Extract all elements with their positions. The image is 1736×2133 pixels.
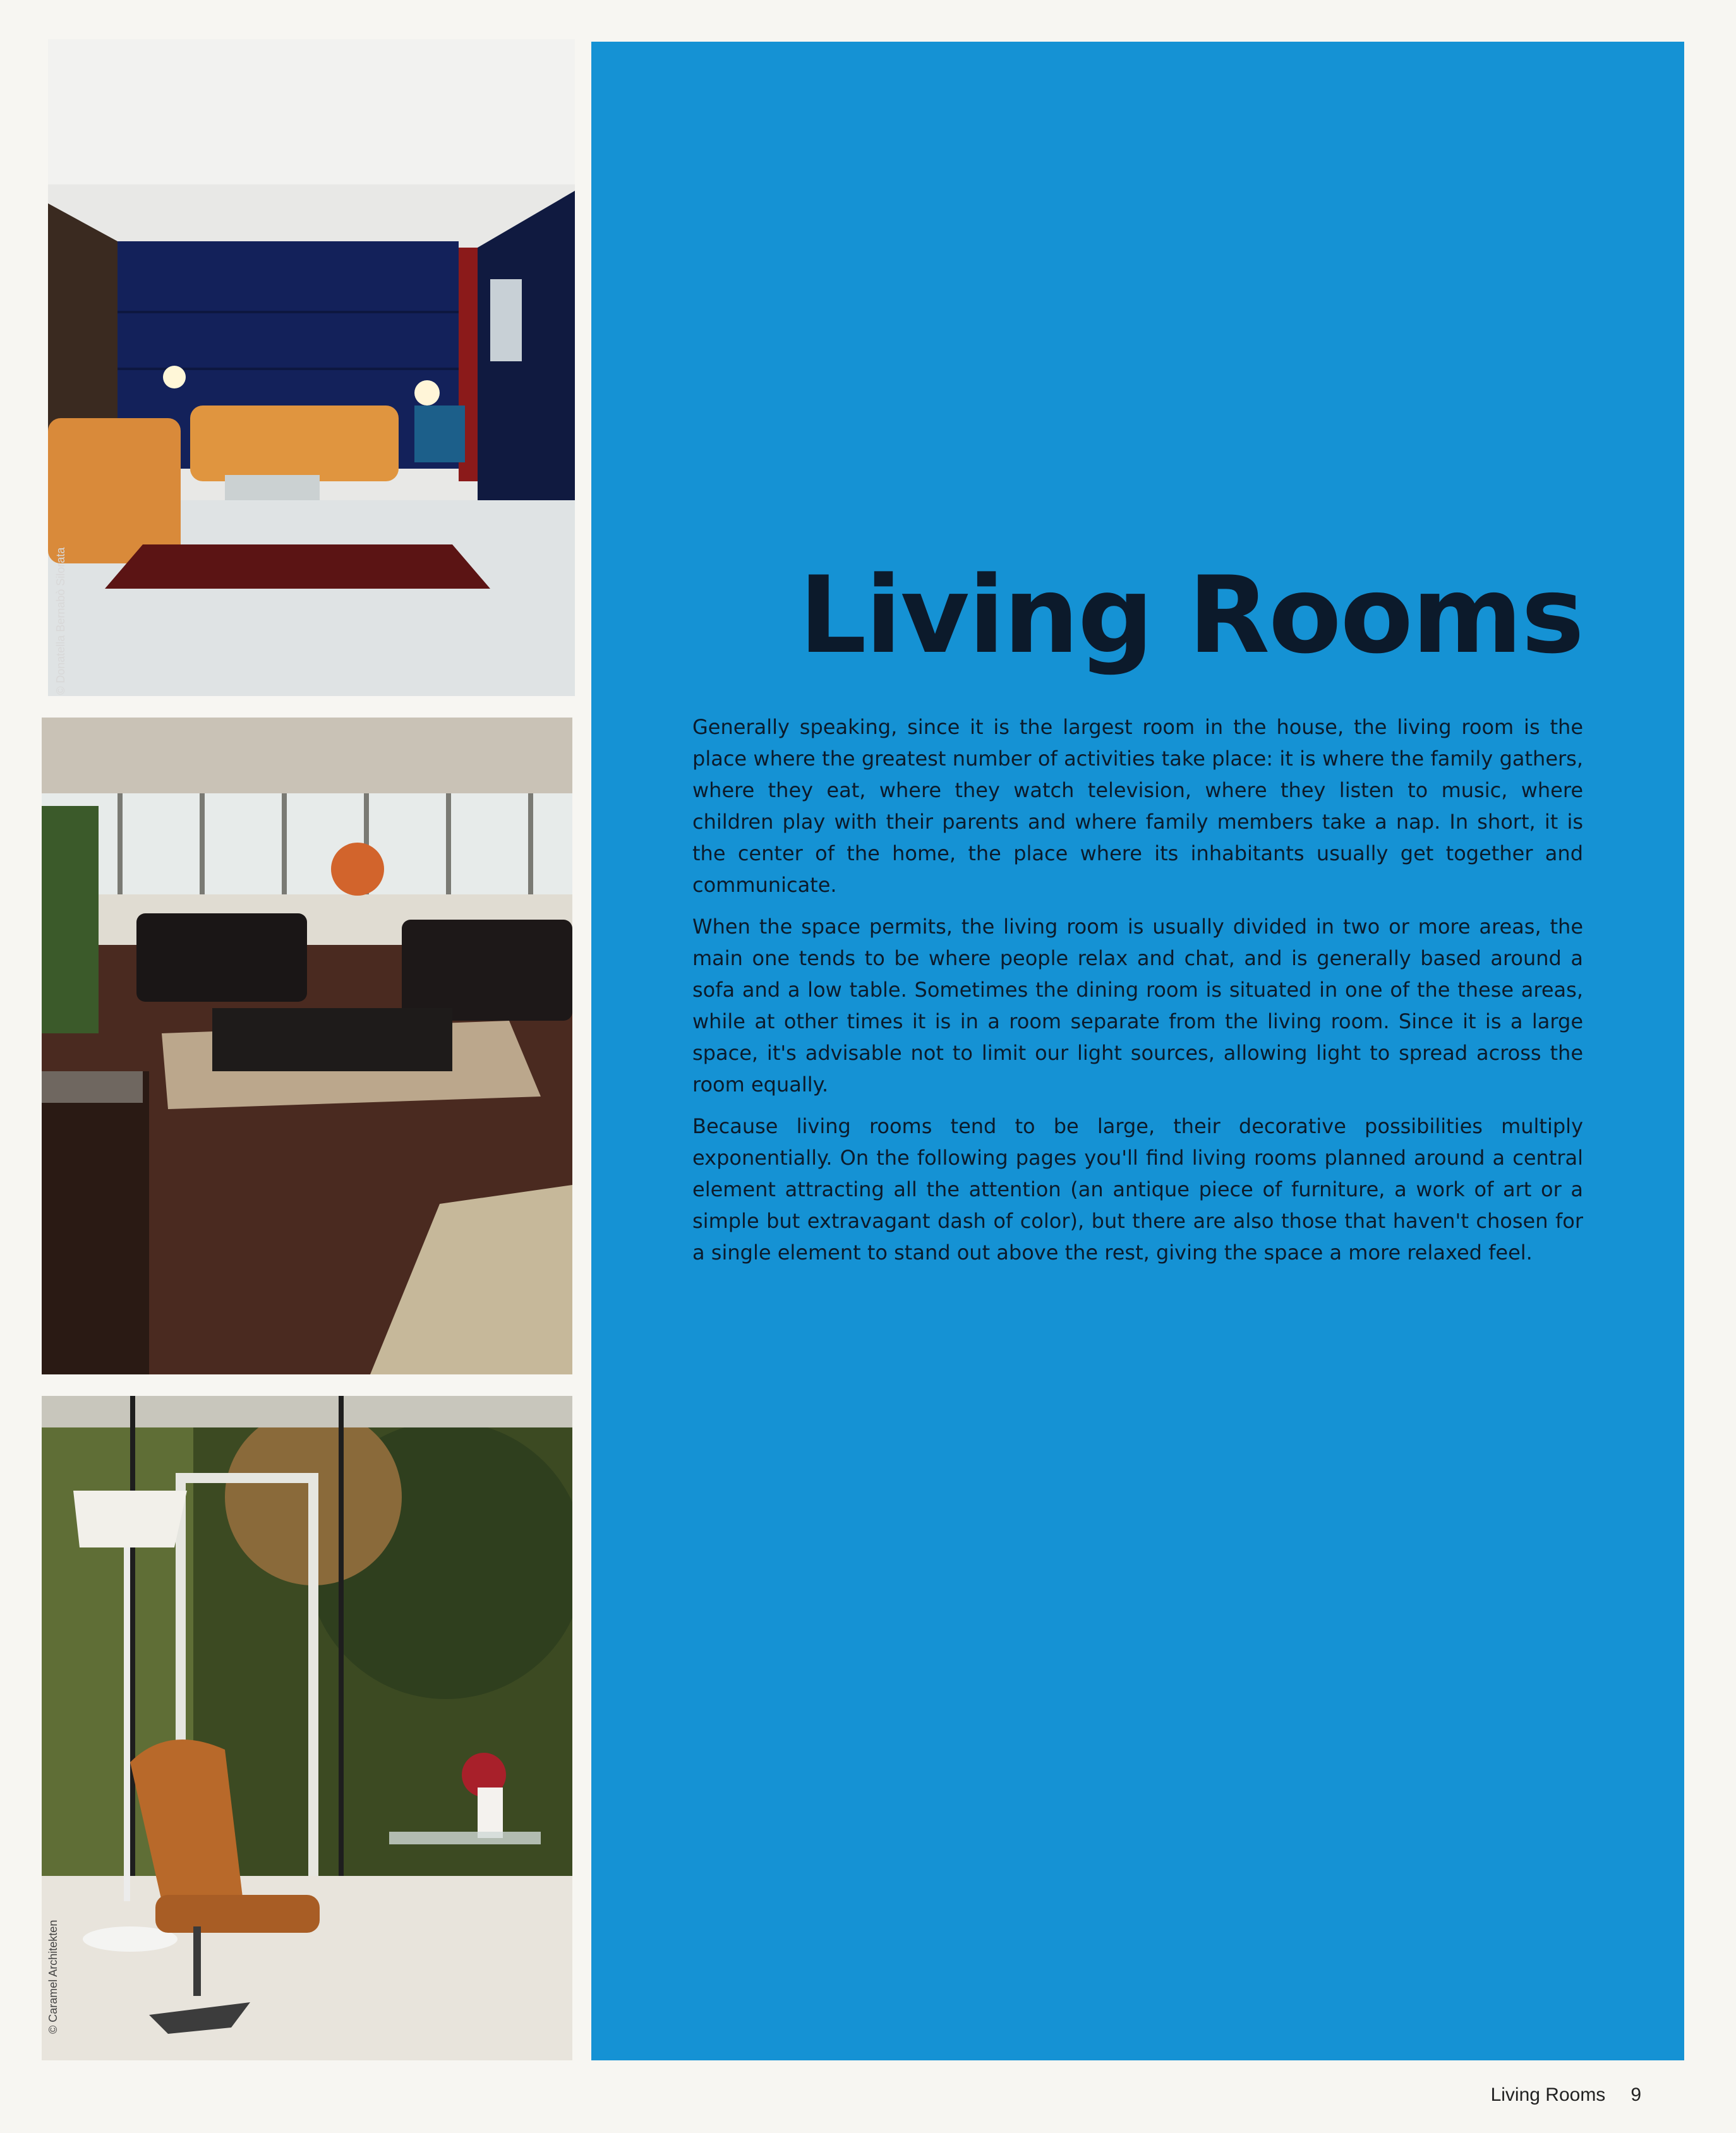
footer-section-name: Living Rooms xyxy=(1490,2084,1606,2105)
article-body xyxy=(692,711,1583,1278)
photo-credit-top: © Donatella Bernabò Silorata xyxy=(54,547,67,695)
photo-blue-living-room xyxy=(48,39,575,696)
article-paragraph: When the space permits, the living room is usually divided in two or more areas, the main one tends to be where people relax and chat, and is generally based around a sofa and a low table. Sometimes the dining room is situated in one of the these areas, while at other times it is in a room separate from the living room. Since it is a large space, it's advisable not to limit our light sources, allowing light to spread across the room equally. xyxy=(692,915,1583,1097)
article-paragraph: Generally speaking, since it is the largest room in the house, the living room is the place where the greatest number of activities take place: it is where the family gathers, where they eat, where they watch television, where they listen to music, where children play with their parents and where family members take a nap. In short, it is the center of the home, the place where its inhabitants usually get together and communicate. xyxy=(692,715,1583,897)
photo-credit-bottom: © Caramel Architekten xyxy=(47,1920,59,2034)
page-title: Living Rooms xyxy=(799,553,1583,677)
article-paragraph: Because living rooms tend to be large, their decorative possibilities multiply exponentially. On the following pages you'll find living rooms planned around a central element attracting all the attention (an antique piece of furniture, a work of art or a simple but extravagant dash of color), but there are also those that haven't chosen for a single element to stand out above the rest, giving the space a more relaxed feel. xyxy=(692,1114,1583,1265)
photo-lounge-chair-window xyxy=(42,1396,572,2060)
photo-dark-sofa-living-room xyxy=(42,718,572,1374)
page-number: 9 xyxy=(1631,2084,1641,2105)
blue-text-panel xyxy=(591,42,1684,2060)
page-footer xyxy=(1491,2084,1641,2106)
